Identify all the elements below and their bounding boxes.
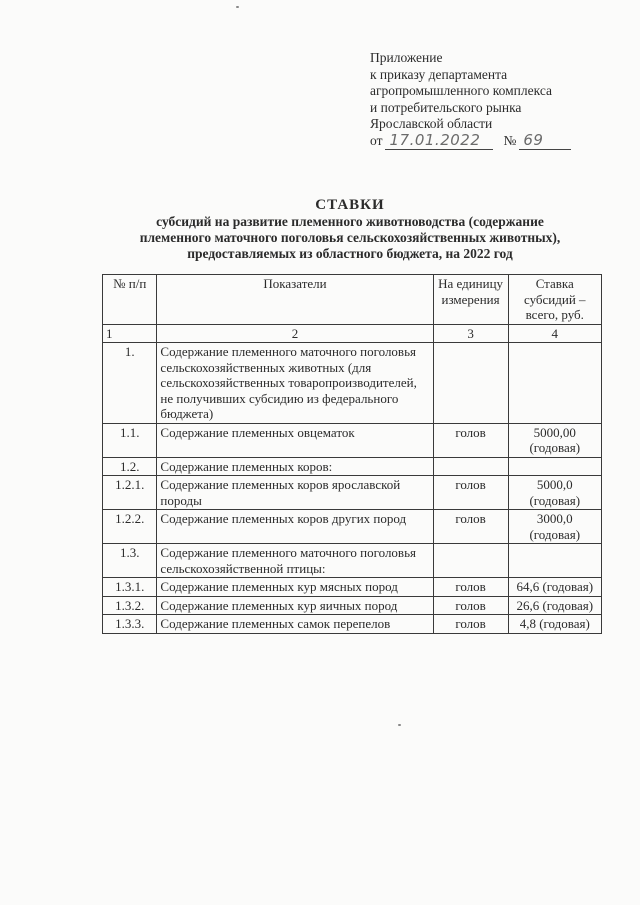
column-number-1: 1 (103, 324, 157, 343)
row-unit: голов (433, 476, 508, 510)
table-row (103, 615, 602, 634)
title-line-2: племенного маточного поголовья сельскохозяйственных животных), (139, 230, 561, 245)
row-label: Содержание племенных кур яичных пород (157, 596, 433, 615)
column-number-3: 3 (433, 324, 508, 343)
title-main: СТАВКИ (315, 197, 385, 213)
row-unit: голов (433, 596, 508, 615)
row-unit (433, 343, 508, 424)
row-rate: 4,8 (годовая) (508, 615, 601, 634)
row-rate: 3000,0 (годовая) (508, 510, 601, 544)
row-number: 1.1. (103, 423, 157, 457)
row-unit (433, 544, 508, 578)
row-number: 1.3.1. (103, 578, 157, 597)
row-number: 1.2.1. (103, 476, 157, 510)
row-rate: 5000,0 (годовая) (508, 476, 601, 510)
row-unit (433, 457, 508, 476)
row-number: 1. (103, 343, 157, 424)
table-row (103, 596, 602, 615)
row-label: Содержание племенного маточного поголовья сельскохозяйственной птицы: (157, 544, 433, 578)
table-row (103, 343, 602, 424)
table-row (103, 457, 602, 476)
row-rate: 26,6 (годовая) (508, 596, 601, 615)
table-row (103, 423, 602, 457)
row-rate (508, 343, 601, 424)
title-line-3: предоставляемых из областного бюджета, на 2022 год (187, 246, 513, 261)
document-title (100, 196, 600, 262)
row-label: Содержание племенных овцематок (157, 423, 433, 457)
appendix-line-3: агропромышленного комплекса (370, 83, 552, 98)
appendix-line-2: к приказу департамента (370, 66, 508, 82)
row-label: Содержание племенных коров: (157, 457, 433, 476)
row-label: Содержание племенных самок перепелов (157, 615, 433, 634)
row-number: 1.2.2. (103, 510, 157, 544)
handwritten-number: 69 (523, 131, 544, 149)
appendix-line-4: и потребительского рынка (370, 99, 522, 115)
column-number-2: 2 (157, 324, 433, 343)
date-field (385, 133, 493, 150)
row-rate (508, 544, 601, 578)
row-number: 1.3.3. (103, 615, 157, 634)
row-label: Содержание племенных коров других пород (157, 510, 433, 544)
table-row (103, 544, 602, 578)
row-number: 1.3. (103, 544, 157, 578)
header-unit: На единицу измерения (433, 275, 508, 325)
title-line-1: субсидий на развитие племенного животноводства (содержание (156, 214, 544, 229)
handwritten-date: 17.01.2022 (389, 131, 481, 149)
column-number-4: 4 (508, 324, 601, 343)
row-rate (508, 457, 601, 476)
row-unit: голов (433, 423, 508, 457)
row-number: 1.2. (103, 457, 157, 476)
table-row (103, 578, 602, 597)
subsidy-rates-table (102, 274, 602, 634)
header-indicators: Показатели (157, 275, 433, 325)
row-unit: голов (433, 510, 508, 544)
appendix-block (370, 50, 620, 150)
row-unit: голов (433, 578, 508, 597)
row-rate: 5000,00 (годовая) (508, 423, 601, 457)
order-date-number-line (370, 133, 620, 150)
scan-speck (236, 6, 239, 8)
appendix-line-1: Приложение (370, 50, 443, 65)
header-rate: Ставка субсидий – всего, руб. (508, 275, 601, 325)
number-field (519, 133, 571, 150)
row-number: 1.3.2. (103, 596, 157, 615)
number-prefix: № (503, 133, 517, 148)
row-label: Содержание племенных кур мясных пород (157, 578, 433, 597)
row-label: Содержание племенного маточного поголовья сельскохозяйственных животных (для сельскохозяйственных товаропроизводителей, не получивших субсидию из федерального бюджета) (157, 343, 433, 424)
appendix-line-5: Ярославской области (370, 116, 493, 131)
row-rate: 64,6 (годовая) (508, 578, 601, 597)
header-number: № п/п (103, 275, 157, 325)
table-row (103, 476, 602, 510)
column-number-row (103, 324, 602, 343)
table-header-row (103, 275, 602, 325)
row-unit: голов (433, 615, 508, 634)
scan-speck (398, 724, 401, 726)
date-prefix: от (370, 133, 383, 148)
row-label: Содержание племенных коров ярославской породы (157, 476, 433, 510)
table-row (103, 510, 602, 544)
